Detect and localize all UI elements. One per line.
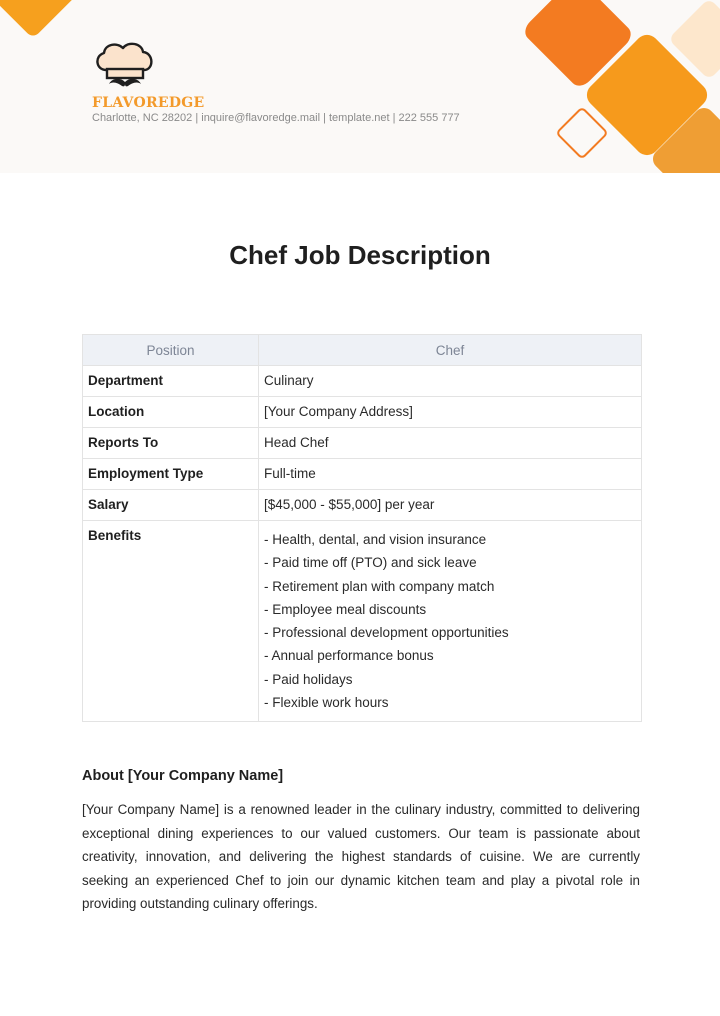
row-value: Full-time xyxy=(259,459,642,490)
row-value: [$45,000 - $55,000] per year xyxy=(259,490,642,521)
row-value: Culinary xyxy=(259,366,642,397)
row-label: Location xyxy=(83,397,259,428)
table-header-row xyxy=(83,335,642,366)
table-row xyxy=(83,428,642,459)
table-row xyxy=(83,366,642,397)
benefits-label: Benefits xyxy=(83,521,259,722)
row-label: Employment Type xyxy=(83,459,259,490)
benefit-item: - Retirement plan with company match xyxy=(264,578,495,594)
benefit-item: - Professional development opportunities xyxy=(264,625,509,641)
table-row xyxy=(83,459,642,490)
benefit-item: - Health, dental, and vision insurance xyxy=(264,532,487,547)
table-row-benefits xyxy=(83,521,642,722)
page-title: Chef Job Description xyxy=(229,240,491,270)
brand-name: FLAVOREDGE xyxy=(92,95,205,111)
benefit-item: - Employee meal discounts xyxy=(264,601,427,617)
row-label: Salary xyxy=(83,490,259,521)
header-position-value: Chef xyxy=(259,335,642,366)
header-position-label: Position xyxy=(83,335,259,366)
benefit-item: - Paid holidays xyxy=(264,671,353,687)
benefit-item: - Paid time off (PTO) and sick leave xyxy=(264,555,477,571)
row-label: Reports To xyxy=(83,428,259,459)
row-value: Head Chef xyxy=(259,428,642,459)
about-heading: About [Your Company Name] xyxy=(82,768,284,784)
row-label: Department xyxy=(83,366,259,397)
chef-hat-mustache-icon xyxy=(92,40,158,92)
table-row xyxy=(83,490,642,521)
header-banner xyxy=(0,0,720,173)
benefit-item: - Annual performance bonus xyxy=(264,648,434,664)
benefit-item: - Flexible work hours xyxy=(264,695,389,711)
about-paragraph: [Your Company Name] is a renowned leader in the culinary industry, committed to delivering exceptional dining experiences to our valued customers. Our team is passionate about creativity, innovation, and delivering the highest standards of cuisine. We are currently seeking an experienced Chef to join our dynamic kitchen team and play a pivotal role in providing outstanding culinary offerings. xyxy=(82,802,640,911)
row-value: [Your Company Address] xyxy=(259,397,642,428)
benefits-list xyxy=(259,521,642,722)
table-row xyxy=(83,397,642,428)
contact-line: Charlotte, NC 28202 | inquire@flavoredge.mail | template.net | 222 555 777 xyxy=(92,112,460,124)
decorative-square-top-left xyxy=(0,0,77,39)
job-details-table xyxy=(82,334,642,722)
